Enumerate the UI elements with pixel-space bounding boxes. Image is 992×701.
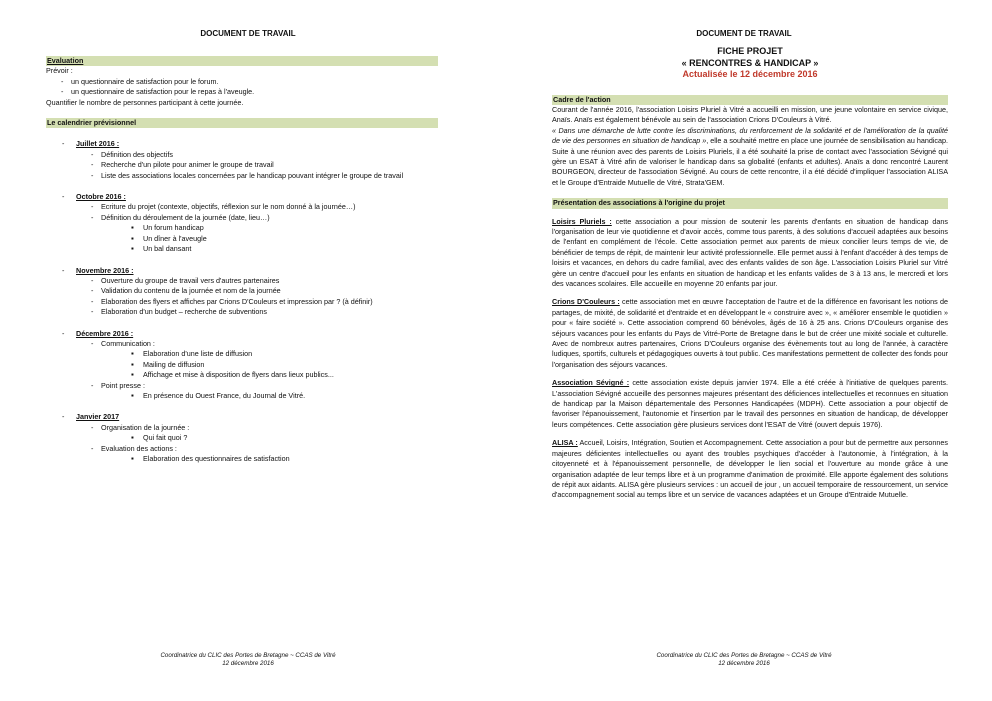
association-description: cette association met en œuvre l'acceptation de l'autre et de la différence en favorisant les notions de partages, de mixité, de solidarité et d'entraide et en développant le « construire avec », « améliorer ensemble le quotidien » pour « faire société ». Cette association comprend 60 bénévoles, âgés de 16 à 25 ans. Crions D'Couleurs organise des séjours vacances pour les enfants du Pays de Vitré-Porte de Bretagne dans le but de créer une mixité sociale et culturelle. Avec de nombreux autres partenaires, Crions D'Couleurs organise des évènements tout au long de l'année, à caractère ludiques, sportifs, culturels et pédagogiques ouverts à tout public. Ces manifestations permettent de collecter des fonds pour l'organisation des séjours vacances. — [552, 297, 949, 369]
fiche-line: « RENCONTRES & HANDICAP » — [681, 57, 819, 68]
list-item — [91, 444, 438, 465]
month-tasks — [76, 276, 438, 318]
footer-line: Coordinatrice du CLIC des Portes de Bretagne ~ CCAS de Vitré — [160, 652, 336, 659]
fiche-title — [552, 46, 948, 81]
evaluation-intro: Prévoir : — [46, 66, 73, 76]
paragraph-text: , elle a souhaité mettre en place une journée de sensibilisation au handicap. — [706, 136, 948, 146]
sub-list — [101, 433, 438, 443]
task-text: Recherche d'un pilote pour animer le groupe de travail — [101, 160, 274, 170]
task-text: Définition des objectifs — [101, 149, 173, 159]
association-paragraph — [552, 217, 948, 290]
calendar-month — [46, 192, 438, 254]
evaluation-heading: Evaluation — [46, 56, 438, 66]
list-item — [91, 202, 438, 212]
page-footer — [0, 652, 496, 668]
association-name: Crions D'Couleurs : — [552, 297, 620, 307]
task-text: Communication : — [101, 338, 155, 348]
page-footer — [496, 652, 992, 668]
associations-list — [552, 209, 948, 501]
right-page — [496, 0, 992, 701]
list-item — [91, 307, 438, 317]
sub-list-item: ▪ En présence du Ouest France, du Journal de Vitré. — [131, 391, 438, 401]
sub-list-item: ▪ Un forum handicap — [131, 223, 438, 233]
association-paragraph — [552, 438, 948, 500]
task-text: Ecriture du projet (contexte, objectifs, réflexion sur le nom donné à la journée…) — [101, 202, 356, 212]
list-item — [91, 150, 438, 160]
month-title: - Juillet 2016 : — [76, 139, 120, 149]
list-item: - un questionnaire de satisfaction pour le forum. — [61, 77, 438, 87]
cadre-paragraph — [552, 126, 948, 147]
list-item — [91, 276, 438, 286]
task-text: Liste des associations locales concernées par le handicap pouvant intégrer le groupe de travail — [101, 170, 404, 180]
footer-line: Coordinatrice du CLIC des Portes de Bretagne ~ CCAS de Vitré — [656, 652, 832, 659]
sub-list-item: ▪ Elaboration des questionnaires de satisfaction — [131, 454, 438, 464]
task-text: Ouverture du groupe de travail vers d'autres partenaires — [101, 275, 280, 285]
month-title: - Décembre 2016 : — [76, 328, 134, 338]
document-header: DOCUMENT DE TRAVAIL — [200, 29, 296, 38]
associations-heading: Présentation des associations à l'origine du projet — [552, 198, 948, 208]
footer-date: 12 décembre 2016 — [222, 660, 274, 667]
association-paragraph — [552, 378, 948, 430]
list-item — [91, 423, 438, 444]
task-text: Elaboration des flyers et affiches par Crions D'Couleurs et impression par ? (à définir) — [101, 296, 373, 306]
list-item: - un questionnaire de satisfaction pour le repas à l'aveugle. — [61, 87, 438, 97]
footer-date: 12 décembre 2016 — [718, 660, 770, 667]
sub-list-item: ▪ Elaboration d'une liste de diffusion — [131, 349, 438, 359]
sub-list-item: ▪ Mailing de diffusion — [131, 360, 438, 370]
sub-list-item: ▪ Qui fait quoi ? — [131, 433, 438, 443]
month-title: - Octobre 2016 : — [76, 192, 126, 202]
calendar-month — [46, 412, 438, 464]
sub-list — [101, 349, 438, 380]
updated-date: Actualisée le 12 décembre 2016 — [682, 69, 818, 79]
task-text: Evaluation des actions : — [101, 443, 177, 453]
task-text: Organisation de la journée : — [101, 422, 190, 432]
cadre-heading: Cadre de l'action — [552, 95, 948, 105]
association-name: Association Sévigné : — [552, 378, 630, 388]
list-item — [91, 160, 438, 170]
cadre-paragraph: Suite à une réunion avec des parents de Loisirs Pluriels, il a été souhaité la prise de contact avec l'association Sévigné qui gère un ESAT à Vitré afin de valoriser le handicap dans sa globalité (enfants et adultes). Anaïs a donc rencontré Laurent BOURGEON, directeur de l'association Sévigné. Au cours de cette rencontre, il a été décidé d'impliquer l'association ALISA et le Groupe d'Entraide Mutuelle de Vitré, Strata'GEM. — [552, 146, 948, 187]
calendar-month — [46, 266, 438, 318]
task-text: Validation du contenu de la journée et nom de la journée — [101, 286, 281, 296]
list-item — [91, 339, 438, 381]
quote-text: « Dans une démarche de lutte contre les discriminations, du renforcement de la solidarité et de l'amélioration de la qualité de vie des personnes en situation de handicap » — [552, 125, 948, 146]
month-tasks — [76, 202, 438, 254]
task-text: Définition du déroulement de la journée (date, lieu…) — [101, 212, 270, 222]
association-name: Loisirs Pluriels : — [552, 216, 612, 226]
association-paragraph — [552, 297, 948, 370]
sub-list-item: ▪ Un bal dansant — [131, 244, 438, 254]
right-content — [552, 46, 948, 501]
evaluation-list — [46, 77, 438, 98]
calendar-month — [46, 329, 438, 402]
calendar-heading: Le calendrier prévisionnel — [46, 118, 438, 128]
list-item — [91, 171, 438, 181]
sub-list-item: ▪ Un dîner à l'aveugle — [131, 234, 438, 244]
document-header: DOCUMENT DE TRAVAIL — [696, 29, 792, 38]
month-tasks — [76, 339, 438, 401]
task-text: Point presse : — [101, 380, 145, 390]
calendar-month — [46, 139, 438, 181]
cadre-paragraph: Courant de l'année 2016, l'association Loisirs Pluriel à Vitré a accueilli en mission, une jeune volontaire en service civique, Anaïs. Anaïs est également bénévole au sein de l'association Crions D'Couleurs à Vitré. — [552, 104, 948, 125]
sub-list — [101, 454, 438, 464]
month-title: - Novembre 2016 : — [76, 265, 134, 275]
list-item — [91, 286, 438, 296]
left-content — [46, 56, 438, 464]
month-tasks — [76, 150, 438, 181]
sub-list — [101, 223, 438, 254]
list-item — [91, 213, 438, 255]
calendar-months — [46, 139, 438, 464]
list-item — [91, 297, 438, 307]
sub-list — [101, 391, 438, 401]
association-description: Accueil, Loisirs, Intégration, Soutien et Accompagnement. Cette association a pour but de permettre aux personnes majeures déficientes intellectuelles ou ayant des troubles psychiques d'accéder à l'autonomie, à l'intégration, à la citoyenneté et à l'épanouissement personnelle, de développer le lien social et l'ouverture au monde grâce à une organisation adaptée de leur temps libre et à un programme d'animation de proximité. Elle apporte également des solutions de répit aux aidants. ALISA gère plusieurs services : un accueil de jour , un accueil temporaire de ressourcement, un service d'accompagnement social au temps libre et un service de vacances adaptées et un Groupe d'Entraide Mutuelle. — [552, 438, 949, 500]
association-description: cette association a pour mission de soutenir les parents d'enfants en situation de handicap dans l'organisation de leur vie quotidienne et d'avoir accès, comme tous parents, à des solutions d'accueil adaptées aux besoins de l'enfant en complément de l'école. Cette association permet aux parents de mieux concilier leurs temps de vie, de bénéficier de temps de répit, de maintenir leur activité professionnelle. Elle permet aussi à l'enfant d'accéder à des temps de loisirs et vacances, en dehors du cadre familial, avec des enfants valides de son âge. L'association Loisirs Pluriel sur Vitré gère un centre d'accueil pour les enfants en situation de handicap et les enfants valides de 3 à 13 ans, le mercredi et lors des vacances scolaires. Elle accueille en moyenne 20 enfants par jour. — [552, 216, 949, 288]
list-item — [91, 381, 438, 402]
evaluation-outro: Quantifier le nombre de personnes participant à cette journée. — [46, 97, 244, 107]
fiche-line: FICHE PROJET — [717, 46, 783, 56]
month-title: - Janvier 2017 — [76, 412, 120, 422]
task-text: Elaboration d'un budget – recherche de subventions — [101, 307, 268, 317]
month-tasks — [76, 423, 438, 465]
association-name: ALISA : — [552, 438, 578, 448]
sub-list-item: ▪ Affichage et mise à disposition de flyers dans lieux publics... — [131, 370, 438, 380]
association-description: cette association existe depuis janvier 1974. Elle a été créée à l'initiative de quelques parents. L'association Sévigné accueille des personnes majeures présentant des déficiences intellectuelles et reconnues en situation de handicap par la Maison départementale des Personnes Handicapées (MDPH). Cette association a pour objectif de favoriser l'épanouissement, l'autonomie et l'insertion par le travail des personnes en situation de handicap, de développer leurs compétences. Cette association gère plusieurs services dont l'ESAT de Vitré (ouvert depuis 1976). — [552, 378, 948, 429]
